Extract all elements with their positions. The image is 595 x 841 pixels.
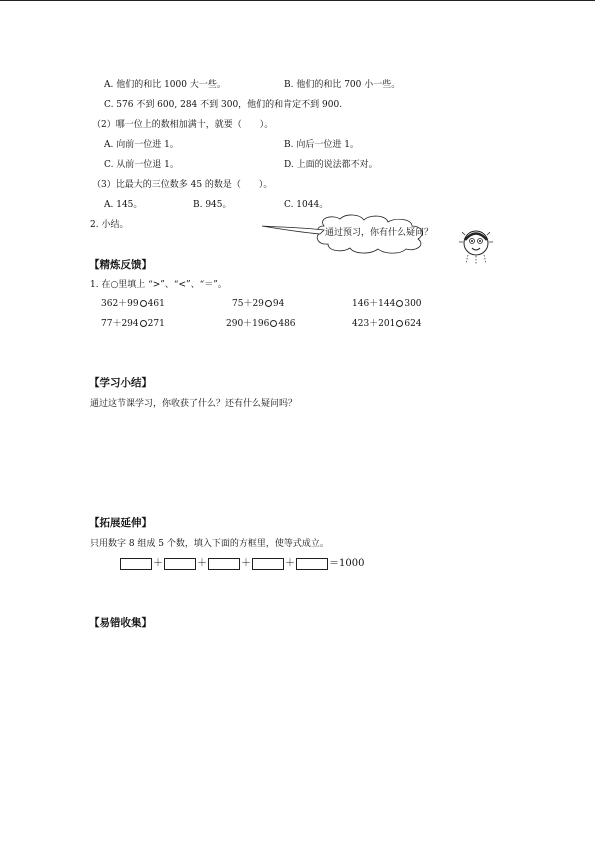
page-top-rule <box>0 0 595 1</box>
mascot-face-icon <box>456 224 496 266</box>
q2-option-a: A. 向前一位进 1。 <box>104 140 179 150</box>
q3-option-b: B. 945。 <box>193 200 232 210</box>
answer-circle[interactable] <box>396 300 403 307</box>
answer-circle[interactable] <box>140 300 147 307</box>
cloud-text: 通过预习，你有什么疑问？ <box>325 228 434 238</box>
comparison-item: 77＋294 271 <box>101 319 165 329</box>
q3-option-c: C. 1044。 <box>284 200 329 210</box>
extension-text: 只用数字 8 组成 5 个数，填入下面的方框里，使等式成立。 <box>90 539 329 549</box>
study-summary-text: 通过这节课学习，你收获了什么？还有什么疑问吗？ <box>90 399 298 409</box>
q2-stem: （2）哪一位上的数相加满十，就要（ ）。 <box>92 120 274 130</box>
comparison-item: 146＋144 300 <box>352 299 422 309</box>
answer-box[interactable] <box>252 558 284 570</box>
q1-option-c: C. 576 不到 600, 284 不到 300，他们的和肯定不到 900. <box>104 100 343 110</box>
answer-box[interactable] <box>208 558 240 570</box>
comparison-item: 75＋29 94 <box>232 299 285 309</box>
summary-item: 2. 小结。 <box>90 220 129 230</box>
answer-circle[interactable] <box>270 320 277 327</box>
q1-option-b: B. 他们的和比 700 小一些。 <box>284 80 401 90</box>
study-summary-heading: 【学习小结】 <box>89 377 152 389</box>
answer-circle[interactable] <box>140 320 147 327</box>
plus-sign: ＋ <box>197 558 207 569</box>
answer-box[interactable] <box>120 558 152 570</box>
feedback-instruction: 1. 在○里填上 “>”、“<”、“＝”。 <box>90 280 227 290</box>
plus-sign: ＋ <box>153 558 163 569</box>
answer-box[interactable] <box>164 558 196 570</box>
q3-stem: （3）比最大的三位数多 45 的数是（ ）。 <box>92 180 273 190</box>
answer-box[interactable] <box>296 558 328 570</box>
plus-sign: ＋ <box>241 558 251 569</box>
q3-option-a: A. 145。 <box>104 200 143 210</box>
q2-option-d: D. 上面的说法都不对。 <box>284 160 378 170</box>
q1-option-a: A. 他们的和比 1000 大一些。 <box>104 80 226 90</box>
plus-sign: ＋ <box>285 558 295 569</box>
answer-circle[interactable] <box>265 300 272 307</box>
equation-boxes <box>120 557 365 571</box>
q2-option-b: B. 向后一位进 1。 <box>284 140 359 150</box>
equation-result: ＝1000 <box>329 558 365 569</box>
comparison-item: 362＋99 461 <box>101 299 165 309</box>
comparison-item: 423＋201 624 <box>352 319 422 329</box>
comparison-item: 290＋196 486 <box>226 319 296 329</box>
feedback-heading: 【精炼反馈】 <box>89 259 152 271</box>
answer-circle[interactable] <box>396 320 403 327</box>
extension-heading: 【拓展延伸】 <box>89 517 152 529</box>
mistakes-heading: 【易错收集】 <box>89 617 152 629</box>
q2-option-c: C. 从前一位退 1。 <box>104 160 179 170</box>
